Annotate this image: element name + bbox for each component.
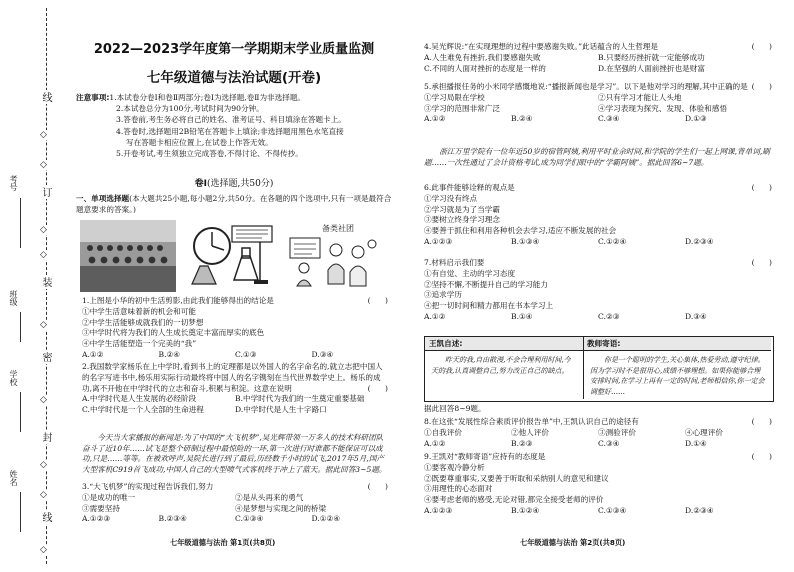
field-line	[20, 198, 21, 248]
story-passage-2: 浙江万里学院有一位年近50岁的宿管阿姨,利用平时业余时间,和学院的学生们一起上网课,背单词,刷题……一次性通过了会计资格考试,成为同学们眼中的“学霸阿姨”。据此回答6~7题。	[424, 147, 770, 167]
question-2	[82, 362, 388, 416]
statement: ④学习表现为探究、发现、体验和感悟	[598, 103, 728, 113]
option: D.②③④	[685, 505, 714, 515]
notes-item: 2.本试卷总分为100分,考试时间为90分钟。	[116, 104, 264, 114]
notes-item: 1.本试卷分卷Ⅰ和卷Ⅱ两部分;卷Ⅰ为选择题,卷Ⅱ为非选择题。	[109, 93, 306, 102]
question-5	[424, 82, 772, 125]
option: B.②③	[511, 438, 533, 448]
option: D.①④	[685, 438, 707, 448]
statement: ②既要尊重事实,又要善于听取和采纳别人的意见和建议	[424, 473, 609, 483]
option: D.③④	[311, 349, 334, 359]
section-text: (本大题共25小题,每小题2分,共50分。在各题的四个选项中,只有一项是最符合题意要求的答案。)	[76, 194, 392, 215]
statement: ④是梦想与实现之间的桥梁	[235, 503, 327, 513]
statement: ①学习没有终点	[424, 193, 478, 203]
section-heading	[76, 193, 392, 215]
answer-bracket: ( )	[367, 296, 388, 305]
page-footer-right: 七年级道德与法治 第2页(共8页)	[520, 538, 626, 547]
question-6	[424, 183, 772, 248]
binding-margin	[0, 0, 72, 572]
option: C.③④	[598, 438, 620, 448]
volume-note: (选择题,共50分)	[207, 179, 274, 189]
cut-word: 线	[40, 512, 51, 522]
cut-word: 装	[40, 277, 51, 287]
section-label: 一、单项选择题	[76, 194, 130, 203]
statement: ①学习局限在学校	[424, 92, 485, 102]
diamond-mark: ◇	[40, 395, 47, 405]
question-stem: 7.材料启示我们要	[424, 258, 485, 267]
cut-word: 密	[40, 352, 51, 362]
option: B.只要经历挫折就一定能够成功	[598, 52, 705, 62]
option: A.①②	[82, 349, 104, 359]
question-stem: 4.吴光辉说:“在实现理想的过程中要感谢失败。”此话蕴含的人生哲理是	[424, 42, 658, 51]
exam-subject-title: 七年级道德与法治试题(开卷)	[146, 70, 322, 86]
club-cartoon	[284, 220, 380, 292]
option: A.人生难免有挫折,我们要感谢失败	[424, 52, 541, 62]
diamond-mark: ◇	[40, 250, 47, 260]
statement: ②中学生活能够成就我们的一切梦想	[82, 317, 204, 327]
field-label: 学校	[9, 370, 18, 386]
field-line	[20, 492, 21, 532]
diamond-mark: ◇	[40, 545, 47, 555]
option: B.①②④	[511, 505, 540, 515]
volume-heading	[76, 176, 392, 189]
statement: ③学习的范围非常广泛	[424, 103, 500, 113]
option: A.中学时代是人生发展的必经阶段	[82, 394, 197, 404]
option: B.②③④	[158, 514, 187, 524]
statement: ④要考虑老师的感受,无论对错,都完全接受老师的评价	[424, 495, 604, 505]
option: A.①②③	[424, 505, 453, 515]
answer-bracket: ( )	[367, 383, 388, 393]
statement: ③需要坚持	[82, 503, 120, 513]
statement: ③中学时代将为我们的人生成长奠定丰富而厚实的底色	[82, 328, 265, 338]
option: C.①②④	[598, 236, 627, 246]
field-label: 班级	[9, 290, 18, 306]
question-stem: 3.“大飞机梦”的实现过程告诉我们,努力	[82, 482, 214, 491]
notes-item: 4.答卷时,选择题用2B铅笔在答题卡上填涂;非选择题用黑色水笔直接	[116, 126, 344, 136]
diamond-mark: ◇	[40, 225, 47, 235]
story-passage-1: 今天当大家播报的新闻是:为了中国的“大飞机梦”,吴光辉带领一万多人的技术科研团队奋斗了近10年……试飞是整个研制过程中最惊险的一环,第一次进行时谁都不能保证可以成功,只是……等等。在被欢呼声,吴院长进行到了最后,历经数千小时的试飞,2017年5月,国产大型客机C919首飞成功,中国人自己的大型喷气式客机终于冲上了蓝天。据此回答3~5题。	[82, 433, 387, 474]
question-7	[424, 258, 772, 323]
option: B.②④	[158, 349, 181, 359]
statement: ②他人评价	[511, 427, 549, 437]
answer-bracket: ( )	[751, 258, 772, 267]
cut-word: 线	[40, 92, 51, 102]
statement: ③测验评价	[598, 427, 636, 437]
statement: ②只有学习才能让人头地	[598, 92, 682, 102]
notes-item: 5.开卷考试,考生须独立完成答卷,不得讨论、不得传抄。	[116, 149, 303, 159]
option: D.①②④	[311, 514, 341, 524]
option: C.②③	[598, 311, 620, 321]
option: B.②④	[511, 114, 533, 124]
statement: ②学习就是为了当学霸	[424, 204, 500, 214]
question-stem: 5.承担播报任务的小米同学感慨地说:“播报新闻也是学习”。以下是他对学习的理解,其中正确的是	[424, 82, 748, 91]
page-footer-left: 七年级道德与法治 第1页(共8页)	[170, 538, 276, 547]
statement: ②是从头再来的勇气	[235, 492, 304, 502]
notes-item: 写在答题卡相应位置上,在试卷上作答无效。	[126, 137, 273, 147]
question-stem: 8.在这张“发展性综合素质评价报告单”中,王凯认识自己的途径有	[424, 417, 639, 426]
table-cell-teacher: 你是一个聪明的学生,关心集体,热爱劳动,遵守纪律。因为学习时不是很用心,成绩不够理想。如果你能够合理安排时间,在学习上再有一定的时间,老师相信你,你一定会调整好……	[590, 356, 765, 396]
option: D.中学时代是人生十字路口	[235, 405, 327, 415]
answer-bracket: ( )	[751, 42, 772, 51]
statement: ④中学生活能塑造一个完美的“我”	[82, 339, 197, 349]
statement: ①自我评价	[424, 427, 462, 437]
notes-block	[76, 92, 392, 159]
table-header-self: 王凯自述:	[425, 337, 583, 351]
option: D.②③④	[685, 236, 714, 246]
question-1	[82, 296, 388, 361]
question-stem: 9.王凯对“教师寄语”应持有的态度是	[424, 452, 546, 461]
field-label: 姓名	[9, 470, 18, 486]
option: C.不同的人面对挫折的态度是一样的	[424, 63, 546, 73]
image-caption: 备类社团	[322, 224, 354, 233]
science-lab-drawing	[184, 220, 278, 292]
statement: ③要树立终身学习理念	[424, 215, 500, 225]
statement: ④要善于抓住和利用各种机会去学习,适应不断发展的社会	[424, 226, 617, 236]
diamond-mark: ◇	[40, 130, 47, 140]
option: A.①②③	[82, 514, 111, 524]
answer-bracket: ( )	[367, 482, 388, 491]
volume-label: 卷Ⅰ	[194, 179, 207, 189]
photo-strip	[80, 220, 380, 292]
evaluation-table	[424, 336, 774, 402]
question-stem: 2.我国数学家杨乐在上中学时,看到书上的定理都是以外国人的名字命名的,就立志把中国人的名字写进书中,杨乐用实际行动最终将中国人的名字镌刻在当代世界数学史上。杨乐的成功,离不开他在中学时代的立志和奋斗,积累与积淀。这意在说明	[82, 362, 383, 393]
field-line	[20, 312, 21, 342]
question-9	[424, 452, 772, 517]
statement: ①要客观冷静分析	[424, 462, 485, 472]
option: B.①③④	[511, 236, 540, 246]
answer-bracket: ( )	[751, 82, 772, 91]
option: C.中学时代是一个人全部的生命进程	[82, 405, 204, 415]
statement: ①中学生活意味着新的机会和可能	[82, 306, 196, 316]
option: C.①③④	[235, 514, 264, 524]
notes-item: 3.答卷前,考生务必将自己的姓名、准考证号、科目填涂在答题卡上。	[116, 115, 346, 125]
option: A.①②③	[424, 236, 453, 246]
diamond-mark: ◇	[40, 160, 47, 170]
option: A.①②	[424, 311, 446, 321]
option: B.①④	[511, 311, 533, 321]
statement: ④把一切时间和精力都用在书本学习上	[424, 301, 554, 311]
table-cell-self: 昨天的我,自由散漫,不会合理利用时间,今天的我,认真调整自己,努力改正自己的缺点。	[431, 356, 571, 375]
statement: ③用理性的心态面对	[424, 484, 493, 494]
answer-bracket: ( )	[751, 183, 772, 192]
option: C.①③④	[598, 505, 627, 515]
diamond-mark: ◇	[40, 320, 47, 330]
statement: ④心理评价	[685, 427, 723, 437]
answer-bracket: ( )	[751, 417, 772, 426]
question-3	[82, 482, 388, 525]
cut-word: 订	[40, 187, 51, 197]
statement: ②坚持不懈,不断提升自己的学习能力	[424, 279, 548, 289]
statement: ①是成功的唯一	[82, 492, 136, 502]
question-stem: 1.上图是小华的初中生活剪影,由此我们能够得出的结论是	[82, 296, 274, 305]
question-4	[424, 42, 772, 74]
table-header-teacher: 教师寄语:	[583, 337, 771, 351]
statement: ①有自觉、主动的学习态度	[424, 268, 516, 278]
notes-label: 注意事项:	[76, 93, 110, 102]
option: C.③④	[598, 114, 620, 124]
option: A.①②	[424, 114, 446, 124]
diamond-mark: ◇	[40, 460, 47, 470]
option: A.①②	[424, 438, 446, 448]
question-stem: 6.此事件能够诠释的观点是	[424, 183, 515, 192]
option: D.在坚强的人面前挫折也是财富	[598, 63, 705, 73]
passage-reference: 据此回答8~9题。	[424, 404, 486, 413]
question-8	[424, 417, 772, 449]
statement: ③追求学历	[424, 290, 462, 300]
field-label: 考号	[9, 175, 18, 191]
exam-year-title: 2022—2023学年度第一学期期末学业质量监测	[93, 42, 375, 57]
field-line	[20, 392, 21, 432]
option: D.③④	[685, 311, 707, 321]
military-training-photo	[80, 220, 176, 292]
cut-word: 封	[40, 432, 51, 442]
option: D.①③	[685, 114, 707, 124]
option: C.①③	[235, 349, 257, 359]
diamond-mark: ◇	[40, 490, 47, 500]
answer-bracket: ( )	[751, 452, 772, 461]
option: B.中学时代为我们的一生奠定重要基础	[235, 394, 365, 404]
